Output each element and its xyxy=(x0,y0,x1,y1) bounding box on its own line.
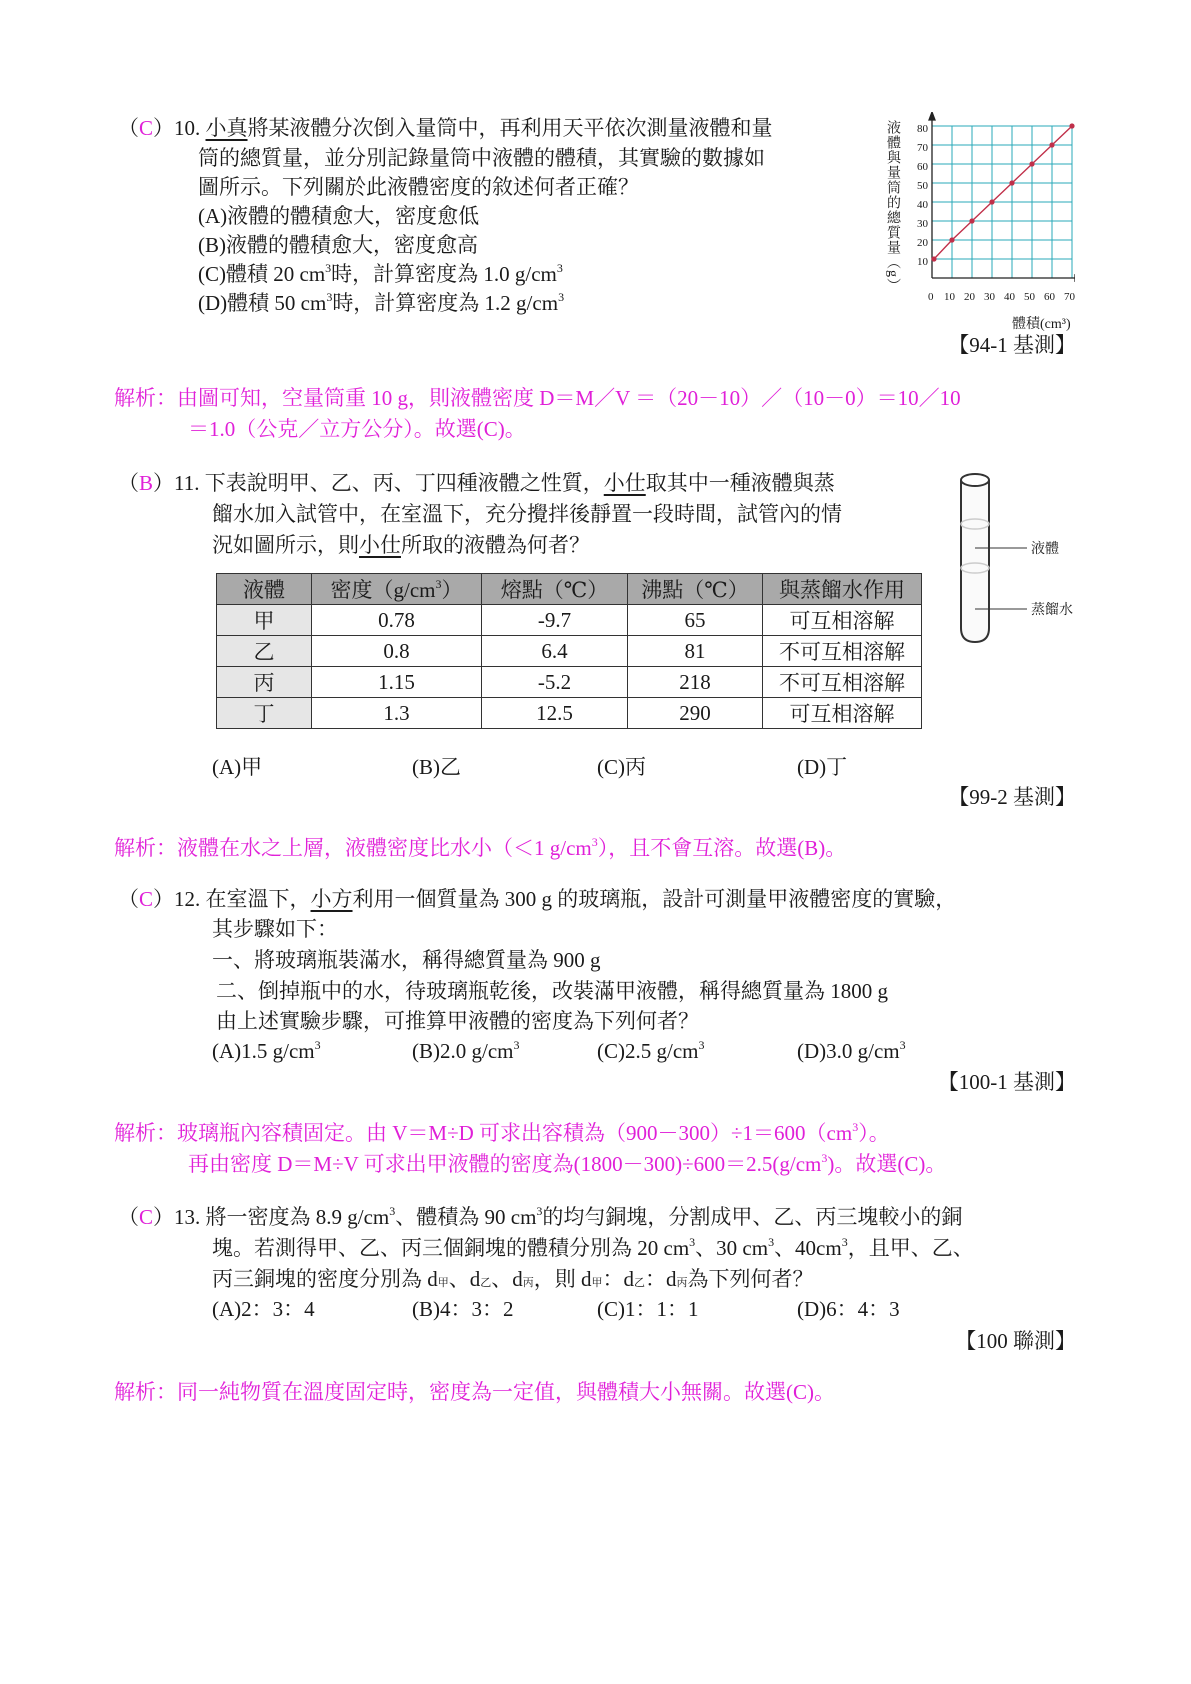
question-text: ：d xyxy=(645,1267,677,1291)
table-cell: 81 xyxy=(628,636,763,667)
explanation-text: )。故選(C)。 xyxy=(827,1152,947,1176)
table-cell: 1.3 xyxy=(312,698,482,729)
option-text: (C)2.5 g/cm xyxy=(597,1039,699,1063)
q12-line-2: 其步驟如下： xyxy=(212,917,338,941)
table-cell: -9.7 xyxy=(482,605,628,636)
q12-option-b xyxy=(412,1036,519,1066)
question-text: 在室溫下， xyxy=(205,887,311,911)
q12-step-2: 二、倒掉瓶中的水，待玻璃瓶乾後，改裝滿甲液體，稱得總質量為 1800 g xyxy=(216,979,888,1003)
y-ticks xyxy=(906,120,928,272)
x-tick: 30 xyxy=(984,291,995,303)
question-text: 、體積為 90 cm xyxy=(395,1205,537,1229)
header-cell: 與蒸餾水作用 xyxy=(763,574,922,605)
y-tick: 70 xyxy=(917,142,928,154)
superscript: 3 xyxy=(556,261,563,275)
superscript: 3 xyxy=(768,1235,775,1249)
table-cell: 不可互相溶解 xyxy=(763,636,922,667)
answer-letter: C xyxy=(139,887,154,911)
superscript: 3 xyxy=(591,835,598,849)
question-text: 將一密度為 8.9 g/cm xyxy=(205,1205,390,1229)
header-cell xyxy=(312,574,482,605)
explanation-text: 玻璃瓶內容積固定。由 V＝M÷D 可求出容積為（900－300）÷1＝600（cm xyxy=(177,1121,853,1145)
table-cell: 1.15 xyxy=(312,667,482,698)
q11-option-d: (D)丁 xyxy=(797,755,848,779)
question-text: 的均勻銅塊，分割成甲、乙、丙三塊較小的銅 xyxy=(542,1205,963,1229)
subscript: 甲 xyxy=(437,1277,449,1289)
option-text: 時，計算密度為 1.0 g/cm xyxy=(331,262,557,286)
q12-explanation-line-1 xyxy=(114,1118,890,1148)
q13-option-b: (B)4：3：2 xyxy=(412,1297,514,1321)
superscript: 3 xyxy=(314,1038,321,1052)
chart-axes xyxy=(929,112,1075,281)
y-tick: 50 xyxy=(917,180,928,192)
q11-source: 【99-2 基測】 xyxy=(948,785,1076,809)
explanation-text: ）。 xyxy=(858,1121,890,1145)
y-axis-label: 液體與量筒的總質量（g） xyxy=(885,120,900,293)
question-text: ，則 d xyxy=(533,1267,592,1291)
table-cell: 不可互相溶解 xyxy=(763,667,922,698)
question-text: 將某液體分次倒入量筒中，再利用天平依次測量液體和量 xyxy=(247,116,773,140)
superscript: 3 xyxy=(325,261,332,275)
question-text: 下表說明甲、乙、丙、丁四種液體之性質， xyxy=(204,471,604,495)
q10-line-2: 筒的總質量，並分別記錄量筒中液體的體積，其實驗的數據如 xyxy=(198,146,765,170)
q11-line-1: （B）11. 下表說明甲、乙、丙、丁四種液體之性質，小仕取其中一種液體與蒸 xyxy=(118,471,835,495)
x-tick: 40 xyxy=(1004,291,1015,303)
question-text: 利用一個質量為 300 g 的玻璃瓶，設計可測量甲液體密度的實驗， xyxy=(352,887,957,911)
q13-option-c: (C)1：1：1 xyxy=(597,1297,699,1321)
table-cell: 12.5 xyxy=(482,698,628,729)
subscript: 丙 xyxy=(676,1277,688,1289)
question-number: 13. xyxy=(174,1205,201,1229)
superscript: 3 xyxy=(899,1038,906,1052)
test-tube-diagram xyxy=(955,468,1085,648)
superscript: 3 xyxy=(435,577,442,591)
answer-letter: B xyxy=(139,471,154,495)
table-cell: -5.2 xyxy=(482,667,628,698)
table-cell: 0.8 xyxy=(312,636,482,667)
q10-explanation-line-1 xyxy=(114,383,961,413)
y-tick: 20 xyxy=(917,237,928,249)
q12-line-5: 由上述實驗步驟，可推算甲液體的密度為下列何者？ xyxy=(216,1009,699,1033)
table-cell: 290 xyxy=(628,698,763,729)
person-name: 小仕 xyxy=(359,533,401,557)
explanation-label: 解析： xyxy=(114,386,177,410)
q10-explanation-line-2: ＝1.0（公克／立方公分）。故選(C)。 xyxy=(188,417,526,441)
tube-mouth xyxy=(961,474,989,486)
table-row xyxy=(217,698,922,729)
q10-line-1: （C）10. 小真將某液體分次倒入量筒中，再利用天平依次測量液體和量 xyxy=(118,116,773,140)
explanation-text: 再由密度 D＝M÷V 可求出甲液體的密度為(1800－300)÷600＝2.5(g/cm xyxy=(188,1152,822,1176)
y-tick: 60 xyxy=(917,161,928,173)
table-cell: 丙 xyxy=(217,667,312,698)
superscript: 3 xyxy=(841,1235,848,1249)
q10-option-b: (B)液體的體積愈大，密度愈高 xyxy=(198,233,478,257)
q11-option-a: (A)甲 xyxy=(212,755,263,779)
liquid-properties-table xyxy=(216,573,922,729)
explanation-text: 同一純物質在溫度固定時，密度為一定值，與體積大小無關。故選(C)。 xyxy=(177,1380,835,1404)
x-tick: 10 xyxy=(944,291,955,303)
person-name: 小方 xyxy=(310,887,353,911)
superscript: 3 xyxy=(558,290,565,304)
table-row xyxy=(217,636,922,667)
option-text: (D)體積 50 cm xyxy=(198,291,327,315)
q13-line-1: （C）13. 將一密度為 8.9 $g/cm^3$、體積為 90 $cm^3$的均勻銅塊，分割成甲、乙、丙三塊較小的銅 xyxy=(118,1204,963,1229)
y-tick: 10 xyxy=(917,256,928,268)
q12-option-d xyxy=(797,1036,906,1066)
table-cell: 6.4 xyxy=(482,636,628,667)
x-tick: 60 xyxy=(1044,291,1055,303)
q11-option-c: (C)丙 xyxy=(597,755,646,779)
q11-explanation xyxy=(114,833,846,863)
question-text: 取其中一種液體與蒸 xyxy=(645,471,835,495)
x-tick: 0 xyxy=(928,291,934,303)
explanation-text: 液體在水之上層，液體密度比水小（＜1 g/cm xyxy=(177,836,592,860)
option-text: 時，計算密度為 1.2 g/cm xyxy=(332,291,559,315)
table-cell: 65 xyxy=(628,605,763,636)
question-text: 所取的液體為何者？ xyxy=(401,533,590,557)
answer-letter: C xyxy=(139,1205,154,1229)
question-text: ：d xyxy=(602,1267,634,1291)
q10-option-a: (A)液體的體積愈大，密度愈低 xyxy=(198,204,480,228)
y-tick: 80 xyxy=(917,123,928,135)
q10-line-3: 圖所示。下列關於此液體密度的敘述何者正確？ xyxy=(198,175,639,199)
q12-explanation-line-2 xyxy=(188,1149,946,1179)
q12-step-1: 一、將玻璃瓶裝滿水，稱得總質量為 900 g xyxy=(212,948,601,972)
header-text: 密度（g/cm xyxy=(330,578,436,602)
q11-option-b: (B)乙 xyxy=(412,755,461,779)
explanation-text: 由圖可知，空量筒重 10 g，則液體密度 D＝M／V ＝（20－10）／（10－0）＝10／10 xyxy=(177,386,961,410)
answer-letter: C xyxy=(139,116,154,140)
q13-line-3 xyxy=(212,1264,814,1298)
superscript: 3 xyxy=(326,290,333,304)
question-text: ，且甲、乙、 xyxy=(847,1236,974,1260)
subscript: 丙 xyxy=(522,1277,534,1289)
header-cell: 沸點（℃） xyxy=(628,574,763,605)
x-axis-label: 體積(cm³) xyxy=(1012,317,1071,332)
q13-option-a: (A)2：3：4 xyxy=(212,1297,315,1321)
y-tick: 30 xyxy=(917,218,928,230)
graph-y-label xyxy=(884,120,906,293)
option-text: (D)3.0 g/cm xyxy=(797,1039,900,1063)
question-text: 塊。若測得甲、乙、丙三個銅塊的體積分別為 20 cm xyxy=(212,1236,690,1260)
x-tick: 20 xyxy=(964,291,975,303)
superscript: 3 xyxy=(513,1038,520,1052)
question-text: 、30 cm xyxy=(695,1236,769,1260)
table-cell: 乙 xyxy=(217,636,312,667)
question-text: 丙三銅塊的密度分別為 d xyxy=(212,1267,438,1291)
q10-option-c xyxy=(198,259,563,289)
explanation-label: 解析： xyxy=(114,1121,177,1145)
table-header-row xyxy=(217,574,922,605)
table-row xyxy=(217,605,922,636)
header-cell: 液體 xyxy=(217,574,312,605)
tube-body xyxy=(961,480,989,642)
q13-source: 【100 聯測】 xyxy=(955,1329,1076,1353)
table-cell: 0.78 xyxy=(312,605,482,636)
option-text: (C)體積 20 cm xyxy=(198,262,326,286)
superscript: 3 xyxy=(536,1204,543,1218)
q12-option-a xyxy=(212,1036,321,1066)
question-text: 況如圖所示，則 xyxy=(212,533,359,557)
question-text: 、40cm xyxy=(774,1236,842,1260)
subscript: 乙 xyxy=(634,1277,645,1289)
person-name: 小真 xyxy=(205,116,248,140)
person-name: 小仕 xyxy=(603,471,646,495)
q11-line-2: 餾水加入試管中，在室溫下，充分攪拌後靜置一段時間，試管內的情 xyxy=(212,502,842,526)
table-cell: 可互相溶解 xyxy=(763,605,922,636)
superscript: 3 xyxy=(689,1235,696,1249)
table-cell: 甲 xyxy=(217,605,312,636)
superscript: 3 xyxy=(698,1038,705,1052)
q10-source: 【94-1 基測】 xyxy=(948,333,1076,357)
option-text: (B)2.0 g/cm xyxy=(412,1039,514,1063)
superscript: 3 xyxy=(852,1120,859,1134)
q13-line-2 xyxy=(212,1233,974,1263)
chart-grid xyxy=(932,126,1072,278)
x-tick: 70 xyxy=(1064,291,1075,303)
q12-option-c xyxy=(597,1036,704,1066)
tube-label-water: 蒸餾水 xyxy=(1031,602,1073,618)
table-row xyxy=(217,667,922,698)
explanation-label: 解析： xyxy=(114,836,177,860)
subscript: 乙 xyxy=(480,1277,492,1289)
density-line-chart xyxy=(905,112,1075,312)
q13-option-d: (D)6：4：3 xyxy=(797,1297,900,1321)
table-cell: 218 xyxy=(628,667,763,698)
table-cell: 丁 xyxy=(217,698,312,729)
table-cell: 可互相溶解 xyxy=(763,698,922,729)
y-tick: 40 xyxy=(917,199,928,211)
question-text: 、d xyxy=(448,1267,481,1291)
x-tick: 50 xyxy=(1024,291,1035,303)
subscript: 甲 xyxy=(591,1277,603,1289)
option-text: (A)1.5 g/cm xyxy=(212,1039,315,1063)
explanation-text: ），且不會互溶。故選(B)。 xyxy=(597,836,847,860)
q12-source: 【100-1 基測】 xyxy=(937,1070,1076,1094)
question-number: 11. xyxy=(174,471,200,495)
question-number: 10. xyxy=(174,116,201,140)
q13-explanation xyxy=(114,1377,835,1407)
q10-option-d xyxy=(198,288,564,318)
question-number: 12. xyxy=(174,887,201,911)
header-cell: 熔點（℃） xyxy=(482,574,628,605)
q12-line-1: （C）12. 在室溫下，小方利用一個質量為 300 g 的玻璃瓶，設計可測量甲液體密度的實驗， xyxy=(118,887,957,911)
header-text: ） xyxy=(441,578,463,602)
superscript: 3 xyxy=(389,1204,396,1218)
tube-label-liquid: 液體 xyxy=(1031,541,1059,557)
question-text: 為下列何者？ xyxy=(687,1267,814,1291)
question-text: 、d xyxy=(491,1267,523,1291)
superscript: 3 xyxy=(821,1151,828,1165)
explanation-label: 解析： xyxy=(114,1380,177,1404)
q11-line-3 xyxy=(212,530,590,560)
